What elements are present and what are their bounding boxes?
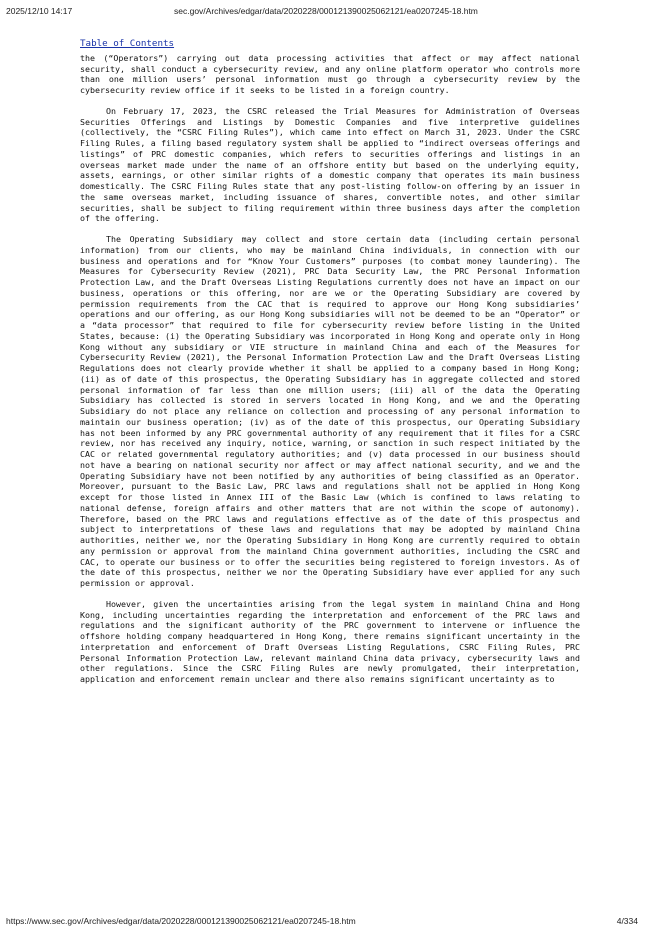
table-of-contents-link[interactable]: Table of Contents	[80, 38, 175, 49]
paragraph-legal-uncertainties: However, given the uncertainties arising from the legal system in mainland China and Hong Kong, including uncertainties regarding the interpretation and enforcement of the PRC laws and regulations and the significant authority of the PRC government to intervene or influence the offshore holding company headquartered in Hong Kong, there remains significant uncertainty in the interpretation and enforcement of Draft Overseas Listing Regulations, CSRC Filing Rules, PRC Personal Information Protection Law, relevant mainland China data privacy, cybersecurity laws and other regulations. Since the CSRC Filing Rules are newly promulgated, their interpretation, application and enforcement remain unclear and there also remains significant uncertainty as to	[80, 598, 580, 684]
print-datetime: 2025/12/10 14:17	[6, 6, 73, 16]
paragraph-csrc-filing-rules: On February 17, 2023, the CSRC released the Trial Measures for Administration of Overseas Securities Offerings and Listings by Domestic Companies and five interpretive guidelines (collectively, the “CSRC Filing Rules”), which came into effect on March 31, 2023. Under the CSRC Filing Rules, a filing based regulatory system shall be applied to “indirect overseas offerings and listings” of PRC domestic companies, which refers to securities offerings and listings in an overseas market made under the name of an offshore entity but based on the underlying equity, assets, earnings, or other similar rights of a domestic company that operates its main business domestically. The CSRC Filing Rules state that any post-listing follow-on offering by an issuer in the same overseas market, including issuance of shares, convertible notes, and other similar securities, shall be subject to filing requirement within three business days after the completion of the offering.	[80, 105, 580, 224]
print-header	[6, 6, 656, 20]
document-body	[80, 38, 580, 695]
print-header-url: sec.gov/Archives/edgar/data/2020228/000121390025062121/ea0207245-18.htm	[174, 6, 478, 16]
paragraph-operating-subsidiary-data: The Operating Subsidiary may collect and store certain data (including certain personal information) from our clients, who may be mainland China individuals, in connection with our business and operations and for “Know Your Customers” purposes (to combat money laundering). The Measures for Cybersecurity Review (2021), PRC Data Security Law, the PRC Personal Information Protection Law, and the Draft Overseas Listing Regulations currently does not have an impact on our business, operations or this offering, nor are we or the Operating Subsidiary are covered by permission requirements from the CAC that is required to approve our Hong Kong subsidiaries’ operations and our offering, as our Hong Kong subsidiaries will not be deemed to be an “Operator” or a “data processor” that required to file for cybersecurity review before listing in the United States, because: (i) the Operating Subsidiary was incorporated in Hong Kong and operate only in Hong Kong without any subsidiary or VIE structure in mainland China and each of the Measures for Cybersecurity Review (2021), the Personal Information Protection Law and the Draft Overseas Listing Regulations does not clearly provide whether it shall be applied to a company based in Hong Kong; (ii) as of date of this prospectus, the Operating Subsidiary has in aggregate collected and stored personal information of far less than one million users; (iii) all of the data the Operating Subsidiary has collected is stored in servers located in Hong Kong, and we and the Operating Subsidiary do not place any reliance on collection and processing of any personal information to maintain our business operation; (iv) as of the date of this prospectus, our Operating Subsidiary has not been informed by any PRC governmental authority of any requirement that it files for a CSRC review, nor has received any inquiry, notice, warning, or sanction in such respect initiated by the CAC or related governmental regulatory authorities; and (v) data processed in our business should not have a bearing on national security nor affect or may affect national security, and we and the Operating Subsidiary have not been notified by any authorities of being classified as an Operator. Moreover, pursuant to the Basic Law, PRC laws and regulations shall not be applied in Hong Kong except for those listed in Annex III of the Basic Law (which is confined to laws relating to national defense, foreign affairs and other matters that are not within the scope of autonomy). Therefore, based on the PRC laws and regulations effective as of the date of this prospectus and subject to interpretations of these laws and regulations that may be adopted by mainland China authorities, neither we, nor the Operating Subsidiary in Hong Kong are currently required to obtain any permission or approval from the mainland China government authorities, including the CSRC and CAC, to operate our business or to offer the securities being registered to foreign investors. As of the date of this prospectus, neither we nor the Operating Subsidiary have ever applied for any such permission or approval.	[80, 234, 580, 588]
print-footer-url: https://www.sec.gov/Archives/edgar/data/2020228/000121390025062121/ea0207245-18.htm	[6, 916, 356, 926]
page-number: 4/334	[616, 916, 638, 926]
print-footer	[6, 916, 656, 930]
paragraph-operators-review: the (“Operators”) carrying out data processing activities that affect or may affect national security, shall conduct a cybersecurity review, and any online platform operator who controls more than one million users’ personal information must go through a cybersecurity review by the cybersecurity review office if it seeks to be listed in a foreign country.	[80, 52, 580, 95]
